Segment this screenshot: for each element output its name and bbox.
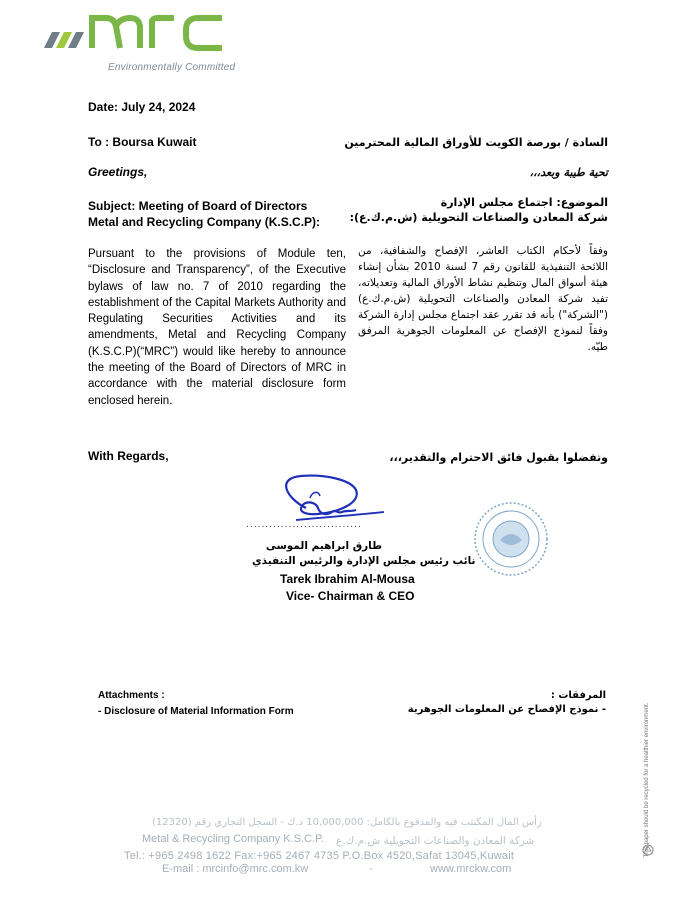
attachment-item: - Disclosure of Material Information Form [98, 706, 294, 717]
footer-contact: Tel.: +965 2498 1622 Fax:+965 2467 4735 P.O.Box 4520,Safat 13045,Kuwait [124, 850, 515, 862]
signer-title-ar-text: نائب رئيس مجلس الإدارة والرئيس التنفيذي [252, 555, 476, 567]
footer-company-ar: شركة المعادن والصناعات التحويلية ش.م.ك.ع [336, 835, 535, 847]
letter-date: Date: July 24, 2024 [88, 100, 196, 114]
footer-company: Metal & Recycling Company K.S.C.P. [142, 833, 324, 845]
footer-capital-ar: رأس المال المكتتب فيه والمدفوع بالكامل: 10,000,000 د.ك - السجل التجاري رقم (12320) [152, 817, 542, 828]
footer-email-text: E-mail : mrcinfo@mrc.com.kw [162, 863, 309, 875]
subject [88, 198, 320, 230]
company-stamp [472, 500, 550, 578]
logo-tagline: Environmentally Committed [108, 62, 236, 73]
closing: With Regards, [88, 449, 169, 463]
closing-ar: وتفضلوا بقبول فائق الاحترام والتقدير،،، [389, 451, 608, 464]
footer-website[interactable]: www.mrckw.com [430, 863, 512, 875]
recycle-icon [642, 844, 654, 856]
signer-title: Vice- Chairman & CEO [286, 589, 415, 603]
signer-name-ar-text: طارق ابراهيم الموسى [265, 540, 382, 552]
subject-ar-line-2: شركة المعادن والصناعات التحويلية (ش.م.ك.ع): [349, 211, 608, 224]
attachments-label-ar: المرفقات : [550, 690, 606, 701]
mrc-logo [44, 12, 234, 60]
greeting: Greetings, [88, 165, 148, 179]
footer-separator: - [369, 863, 373, 875]
recipient: To : Boursa Kuwait [88, 135, 197, 149]
recycle-note [640, 700, 654, 860]
body-text-ar: وفقاً لأحكام الكتاب العاشر، الإفصاح والشفافية، من اللائحة التنفيذية للقانون رقم 7 لسنة 2010 بشأن إنشاء هيئة أسواق المال وتنظيم نشاط الأوراق المالية وتعديلاته، تفيد شركة المعادن والصناعات التحويلية (ش.م.ك.ع) ("الشركة") بأنه قد تقرر عقد اجتماع مجلس إدارة الشركة وفقاً لنموذج الإفصاح عن المعلومات الجوهرية المرفق طيّه. [358, 245, 608, 353]
signer-title-ar [252, 555, 476, 567]
recycle-note-text: This paper should be recycled for a healthier environment. [644, 702, 650, 858]
attachments-label: Attachments : [98, 690, 165, 701]
subject-ar [350, 195, 608, 225]
footer-email [162, 863, 373, 875]
body-text: Pursuant to the provisions of Module ten, “Disclosure and Transparency”, of the Executive bylaws of law no. 7 of 2010 regarding the establishment of the Capital Markets Authority and Regulating Securities Activities and its amendments, Metal and Recycling Company (K.S.C.P)(“MRC”) would like hereby to announce the meeting of the Board of Directors of MRC in accordance with the material disclosure form enclosed herein. [88, 248, 346, 407]
subject-line-1: Subject: Meeting of Board of Directors [88, 199, 308, 213]
signer-name: Tarek Ibrahim Al-Mousa [280, 572, 415, 586]
handwritten-signature [246, 468, 396, 528]
subject-ar-line-1: الموضوع: اجتماع مجلس الإدارة [440, 196, 608, 209]
subject-line-2: Metal and Recycling Company (K.S.C.P): [88, 215, 321, 229]
greeting-ar: تحية طيبة وبعد،،، [529, 166, 608, 179]
signature-line: .............................. [246, 520, 362, 530]
attachment-item-ar: - نموذج الإفصاح عن المعلومات الجوهرية [407, 704, 606, 715]
recipient-ar: السادة / بورصة الكويت للأوراق المالية المحترمين [344, 136, 608, 149]
